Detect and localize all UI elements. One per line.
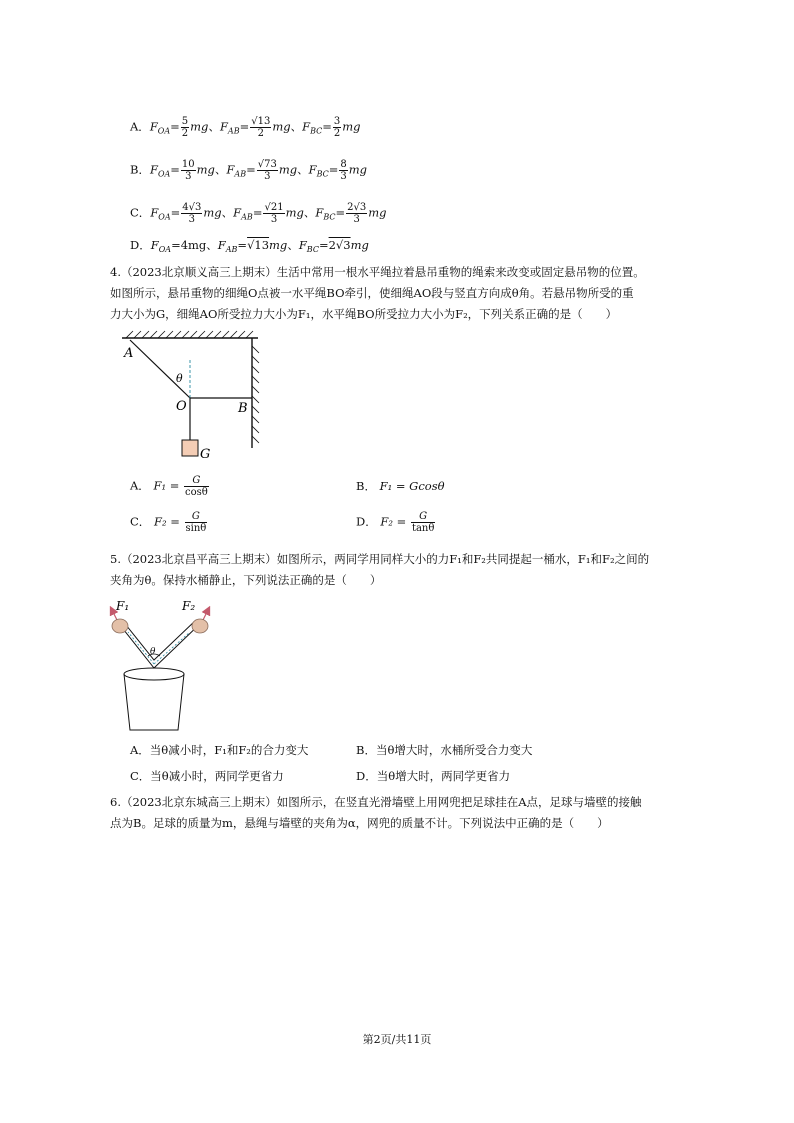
q4-stem: 4.（2023北京顺义高三上期末）生活中常用一根水平绳拉着悬吊重物的绳索来改变或固定悬吊物的位置。 如图所示，悬吊重物的细绳O点被一水平绳BO牵引，使细绳AO段与竖直方向成θ角。若悬吊物所受的重 力大小为G，细绳AO所受拉力大小为F₁，水平绳BO所受拉力大小为F₂，下列关系正确的是（ ） <box>110 265 645 321</box>
q3-option-d: D．$F_{OA}=4mg$、$F_{AB}=√13mg$、$F_{BC}=2√3mg$ <box>130 238 369 254</box>
label-b: B <box>238 401 248 416</box>
q5-option-c: C．当θ减小时，两同学更省力 <box>130 769 284 783</box>
q4-option-d: D． F₂ = $\frac{G}{\tan\theta}$ <box>356 511 435 534</box>
label-theta: θ <box>176 372 183 385</box>
label-g: G <box>200 447 211 462</box>
q4-option-a: A． F₁ = $\frac{G}{\cos\theta}$ <box>130 475 208 498</box>
q3-option-c: C．$F_{OA}=$ $\frac{4√3}{3}$ mg、$F_{AB}=$ $\frac{√21}{3}$ mg、$F_{BC}=$ $\frac{2√3}{3}$ mg <box>130 202 387 225</box>
q5-stem: 5.（2023北京昌平高三上期末）如图所示，两同学用同样大小的力F₁和F₂共同提起一桶水，F₁和F₂之间的 夹角为θ。保持水桶静止，下列说法正确的是（ ） <box>110 552 650 587</box>
q3-option-a: A．$F_{OA}=$ $\frac{5}{2}$ mg、$F_{AB}=$ $\frac{√13}{2}$ mg、$F_{BC}=$ $\frac{3}{2}$ mg <box>130 116 361 139</box>
q4-figure <box>112 330 272 465</box>
label-theta: θ <box>150 647 156 657</box>
label-f1: F₁ <box>116 599 130 613</box>
q4-option-b: B． F₁ = Gcosθ <box>356 479 445 493</box>
q4-option-c: C． F₂ = $\frac{G}{\sin\theta}$ <box>130 511 207 534</box>
q6-stem: 6.（2023北京东城高三上期末）如图所示，在竖直光滑墙壁上用网兜把足球挂在A点，足球与墙壁的接触 点为B。足球的质量为m，悬绳与墙壁的夹角为α，网兜的质量不计。下列说法中正确的是（ ） <box>110 795 642 830</box>
label-a: A <box>124 346 134 361</box>
q5-figure <box>108 598 218 736</box>
label-f2: F₂ <box>182 599 196 613</box>
q5-option-a: A．当θ减小时，F₁和F₂的合力变大 <box>130 743 309 757</box>
q5-option-b: B．当θ增大时，水桶所受合力变大 <box>356 743 533 757</box>
q5-option-d: D．当θ增大时，两同学更省力 <box>356 769 511 783</box>
page-footer: 第2页/共11页 <box>362 1033 432 1046</box>
label-o: O <box>176 399 187 414</box>
q3-option-b: B．$F_{OA}=$ $\frac{10}{3}$ mg、$F_{AB}=$ $\frac{√73}{3}$ mg、$F_{BC}=$ $\frac{8}{3}$ mg <box>130 159 368 182</box>
